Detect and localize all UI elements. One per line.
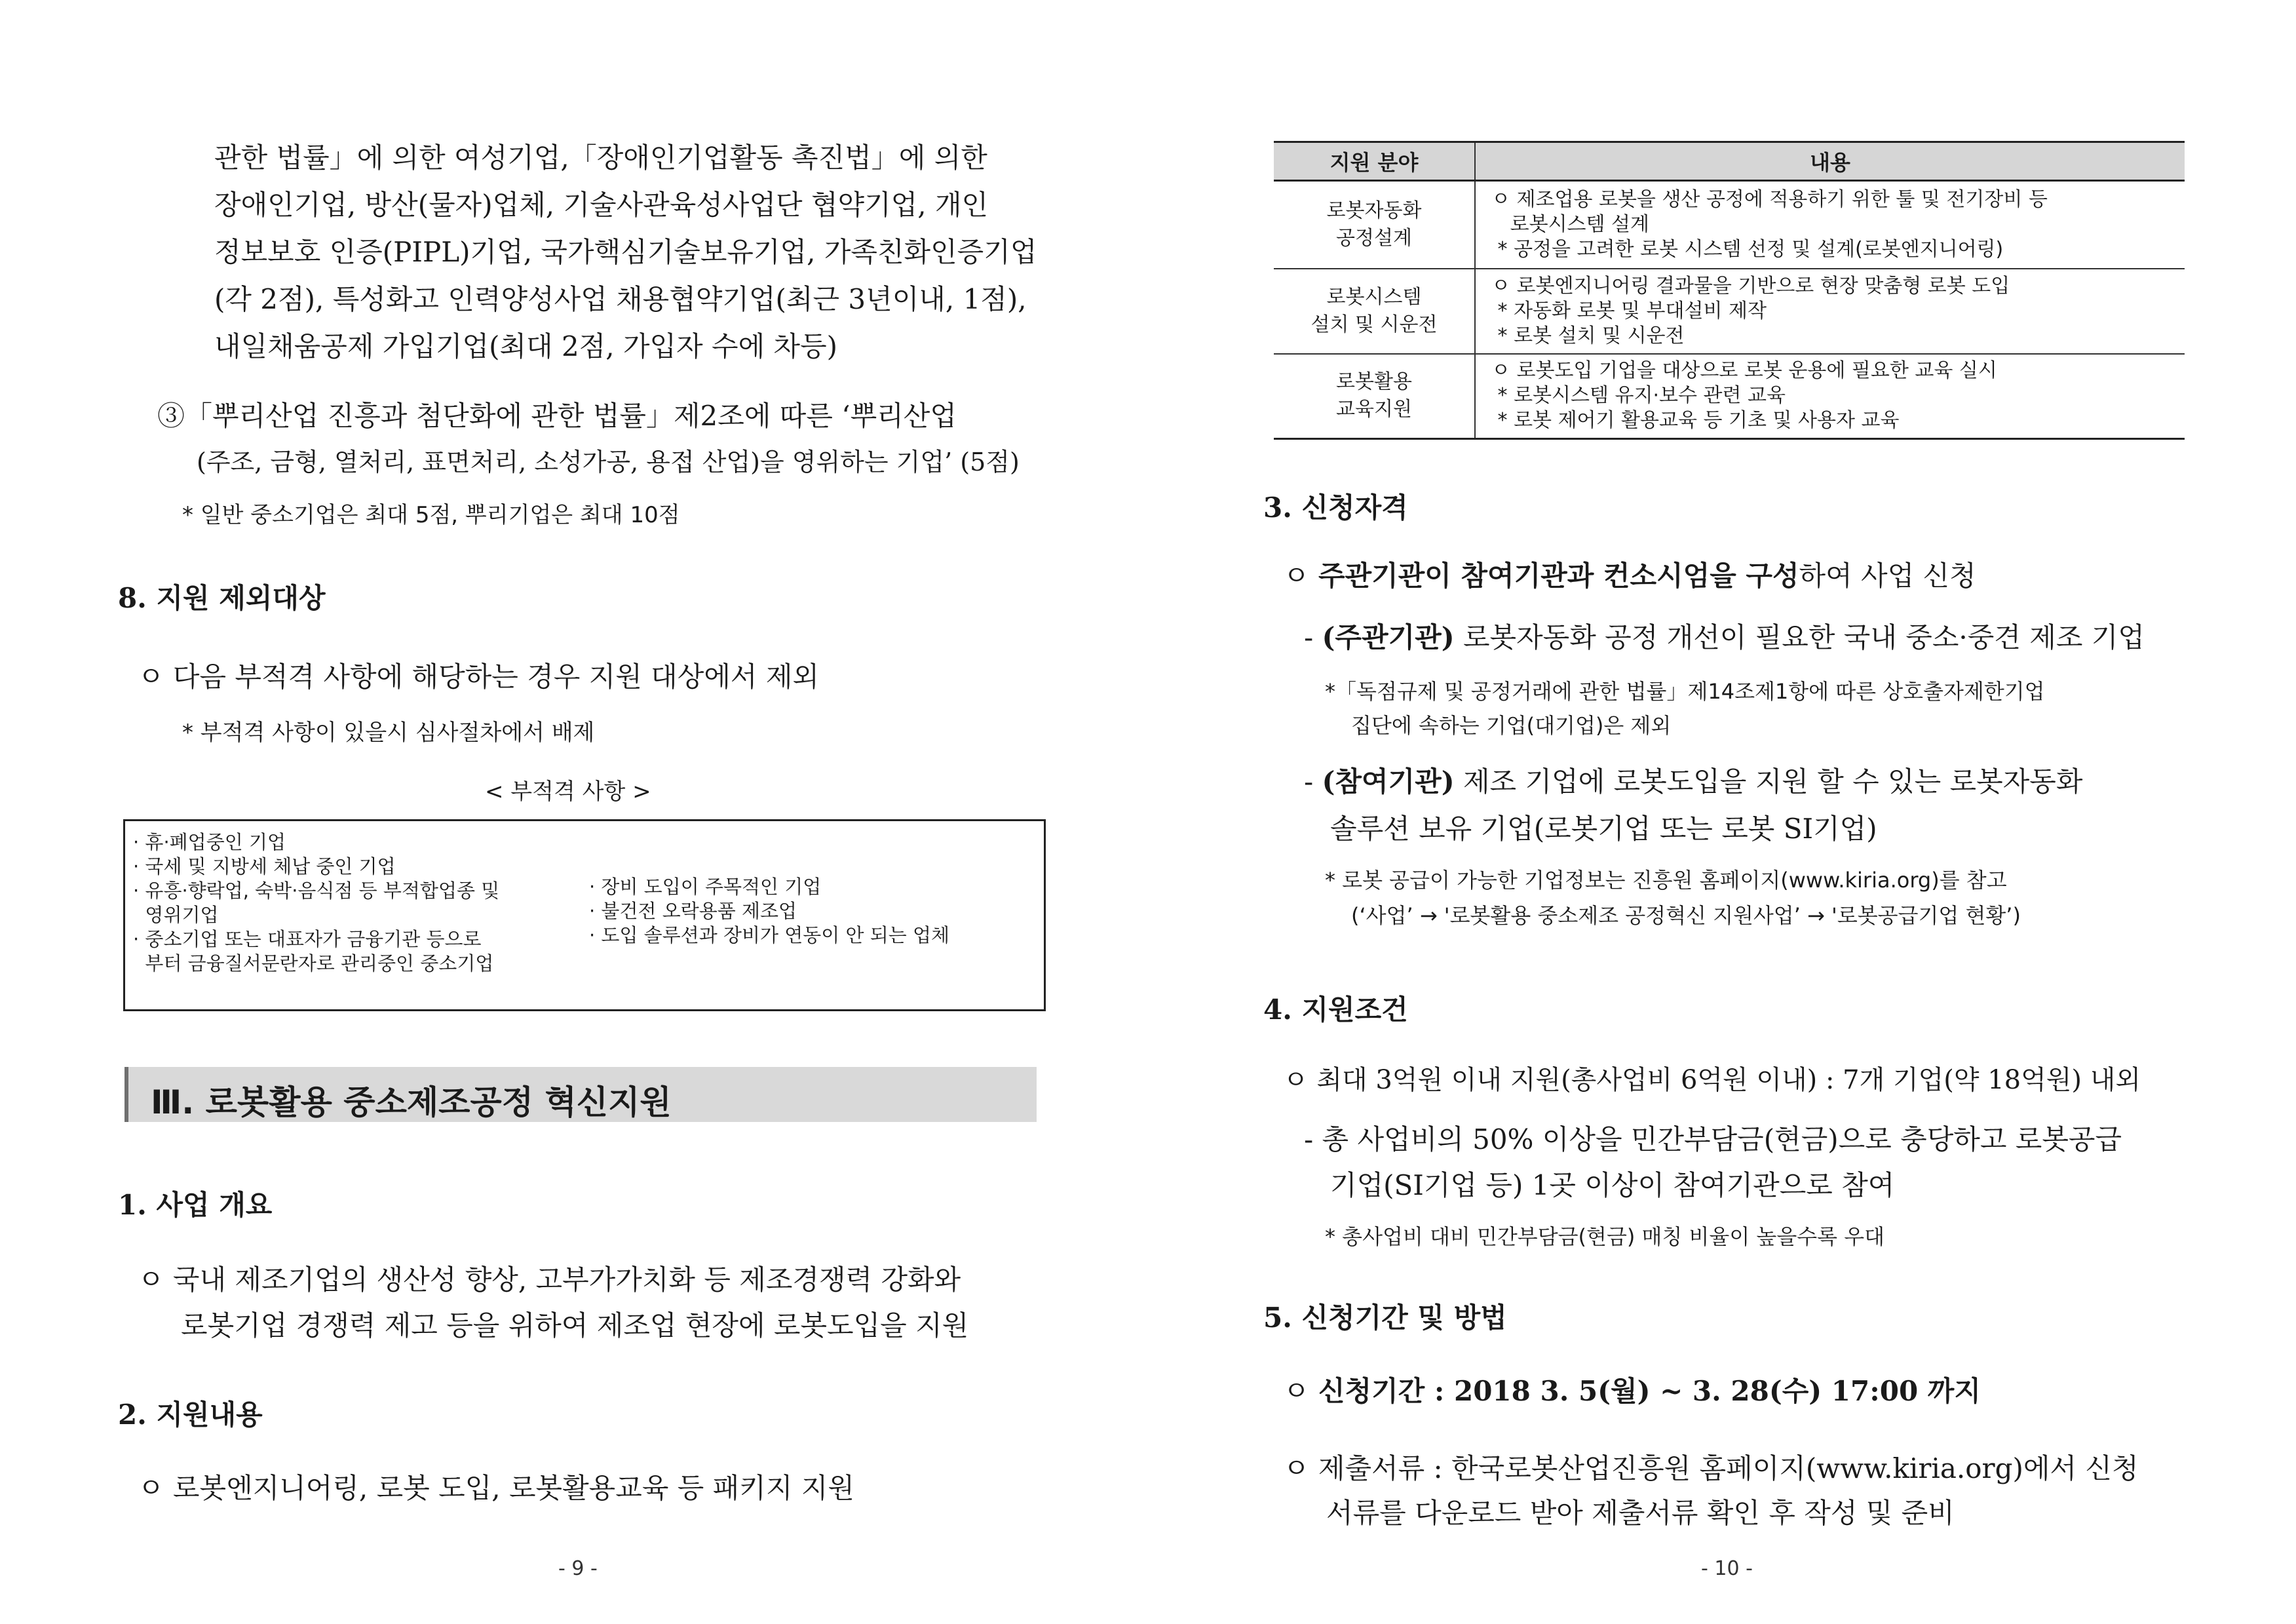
lead-institution-text: 로봇자동화 공정 개선이 필요한 국내 중소·중견 제조 기업 <box>1454 621 2145 653</box>
field-line: 교육지원 <box>1336 398 1412 421</box>
table-cell-field <box>1274 181 1475 269</box>
page-number: - 10 - <box>1701 1557 1753 1580</box>
participant-line: - (참여기관) 제조 기업에 로봇도입을 지원 할 수 있는 로봇자동화 <box>1304 765 2083 798</box>
eligibility-bullet: ㅇ 주관기관이 참여기관과 컨소시엄을 구성하여 사업 신청 <box>1283 560 1976 592</box>
lead-institution-label: (주관기관) <box>1322 621 1455 653</box>
section-4-title: 4. 지원조건 <box>1263 994 1408 1026</box>
subsection-1-line: ㅇ 국내 제조기업의 생산성 향상, 고부가가치화 등 제조경쟁력 강화와 <box>138 1264 961 1296</box>
table-row <box>1274 269 2185 354</box>
table-cell-field <box>1274 269 1475 354</box>
ineligibility-item: · 휴·폐업중인 기업 <box>133 831 286 853</box>
subsection-2-bullet: ㅇ 로봇엔지니어링, 로봇 도입, 로봇활용교육 등 패키지 지원 <box>138 1472 854 1504</box>
table-header-row <box>1274 142 2185 181</box>
table-row <box>1274 354 2185 439</box>
table-header-content: 내용 <box>1475 142 2185 181</box>
continuation-line: 장애인기업, 방산(물자)업체, 기술사관육성사업단 협약기업, 개인 <box>214 189 989 221</box>
content-line: ㅇ 제조업용 로봇을 생산 공정에 적용하기 위한 툴 및 전기장비 등 <box>1491 187 2048 211</box>
ineligibility-box <box>123 819 1046 1011</box>
field-line: 로봇시스템 <box>1326 285 1422 309</box>
ineligibility-item: · 국세 및 지방세 체납 중인 기업 <box>133 855 396 878</box>
content-line: 로봇시스템 설계 <box>1491 212 1650 236</box>
table-row <box>1274 181 2185 269</box>
support-condition-bullet: ㅇ 최대 3억원 이내 지원(총사업비 6억원 이내) : 7개 기업(약 18억원) 내외 <box>1283 1065 2141 1095</box>
support-condition-sub: - 총 사업비의 50% 이상을 민간부담금(현금)으로 충당하고 로봇공급 <box>1304 1123 2122 1155</box>
participant-line-cont: 솔루션 보유 기업(로봇기업 또는 로봇 SI기업) <box>1330 813 1877 845</box>
ineligibility-item: · 유흥·향락업, 숙박·음식점 등 부적합업종 및 <box>133 880 500 902</box>
ineligibility-left-list <box>133 830 499 976</box>
lead-institution-line: - (주관기관) 로봇자동화 공정 개선이 필요한 국내 중소·중견 제조 기업 <box>1304 621 2145 653</box>
table-cell-content <box>1475 181 2185 269</box>
support-content-table <box>1274 141 2185 440</box>
subsection-1-line: 로봇기업 경쟁력 제고 등을 위하여 제조업 현장에 로봇도입을 지원 <box>181 1309 969 1342</box>
item3-note: * 일반 중소기업은 최대 5점, 뿌리기업은 최대 10점 <box>182 502 680 528</box>
application-documents-cont: 서류를 다운로드 받아 제출서류 확인 후 작성 및 준비 <box>1326 1497 1955 1529</box>
continuation-line: (각 2점), 특성화고 인력양성사업 채용협약기업(최근 3년이내, 1점), <box>214 283 1027 315</box>
table-cell-content <box>1475 354 2185 439</box>
item3-text: ③「뿌리산업 진흥과 첨단화에 관한 법률」제2조에 따른 ‘뿌리산업 <box>157 400 957 432</box>
ineligibility-item: · 중소기업 또는 대표자가 금융기관 등으로 <box>133 928 482 950</box>
ineligibility-item: · 도입 솔루션과 장비가 연동이 안 되는 업체 <box>589 924 949 946</box>
application-period-text: 신청기간 : 2018 3. 5(월) ~ 3. 28(수) 17:00 까지 <box>1318 1375 1981 1407</box>
table-cell-content <box>1475 269 2185 354</box>
field-line: 로봇활용 <box>1336 370 1412 394</box>
subsection-1-title: 1. 사업 개요 <box>118 1189 273 1221</box>
section-8-bullet: ㅇ 다음 부적격 사항에 해당하는 경우 지원 대상에서 제외 <box>138 661 819 693</box>
item3-text-cont: (주조, 금형, 열처리, 표면처리, 소성가공, 용접 산업)을 영위하는 기업’ (5점) <box>197 448 1020 476</box>
ineligibility-right-list <box>589 875 949 948</box>
ineligibility-item: 영위기업 <box>133 904 219 926</box>
section-3-eligibility-title: 3. 신청자격 <box>1263 492 1408 524</box>
participant-text: 제조 기업에 로봇도입을 지원 할 수 있는 로봇자동화 <box>1454 765 2083 798</box>
participant-label: (참여기관) <box>1322 765 1455 798</box>
participant-note: (‘사업’ → '로봇활용 중소제조 공정혁신 지원사업’ → '로봇공급기업 현황’) <box>1351 903 2021 928</box>
ineligibility-caption: < 부적격 사항 > <box>485 779 651 805</box>
continuation-line: 관한 법률」에 의한 여성기업,「장애인기업활동 촉진법」에 의한 <box>214 142 987 174</box>
subsection-2-title: 2. 지원내용 <box>118 1399 263 1431</box>
ineligibility-item: · 장비 도입이 주목적인 기업 <box>589 876 822 898</box>
lead-institution-note: *「독점규제 및 공정거래에 관한 법률」제14조제1항에 따른 상호출자제한기업 <box>1325 679 2045 704</box>
field-line: 공정설계 <box>1336 226 1412 250</box>
ineligibility-item: · 불건전 오락용품 제조업 <box>589 900 797 922</box>
eligibility-bullet-rest: 하여 사업 신청 <box>1799 560 1976 592</box>
section-3-title: Ⅲ. 로봇활용 중소제조공정 혁신지원 <box>151 1083 672 1121</box>
content-line: ㅇ 로봇엔지니어링 결과물을 기반으로 현장 맞춤형 로봇 도입 <box>1491 274 2010 298</box>
field-line: 설치 및 시운전 <box>1311 313 1438 336</box>
application-period: ㅇ 신청기간 : 2018 3. 5(월) ~ 3. 28(수) 17:00 까지 <box>1283 1375 1981 1407</box>
support-condition-note: * 총사업비 대비 민간부담금(현금) 매칭 비율이 높을수록 우대 <box>1325 1224 1885 1249</box>
content-line: * 로봇 설치 및 시운전 <box>1491 324 1685 347</box>
table-cell-field <box>1274 354 1475 439</box>
content-line: ㅇ 로봇도입 기업을 대상으로 로봇 운용에 필요한 교육 실시 <box>1491 359 1997 383</box>
participant-note: * 로봇 공급이 가능한 기업정보는 진흥원 홈페이지(www.kiria.org)를 참고 <box>1325 868 2007 893</box>
content-line: * 자동화 로봇 및 부대설비 제작 <box>1491 299 1767 322</box>
continuation-line: 내일채움공제 가입기업(최대 2점, 가입자 수에 차등) <box>214 330 838 362</box>
section-8-note: * 부적격 사항이 있을시 심사절차에서 배제 <box>182 720 595 746</box>
section-3-banner <box>124 1067 1037 1122</box>
ineligibility-item: 부터 금융질서문란자로 관리중인 중소기업 <box>133 952 494 975</box>
support-condition-sub: 기업(SI기업 등) 1곳 이상이 참여기관으로 참여 <box>1330 1169 1895 1201</box>
content-line: * 로봇 제어기 활용교육 등 기초 및 사용자 교육 <box>1491 409 1900 433</box>
section-5-title: 5. 신청기간 및 방법 <box>1263 1302 1507 1334</box>
content-line: * 공정을 고려한 로봇 시스템 선정 및 설계(로봇엔지니어링) <box>1491 237 2004 261</box>
continuation-line: 정보보호 인증(PIPL)기업, 국가핵심기술보유기업, 가족친화인증기업 <box>214 236 1037 268</box>
page-number: - 9 - <box>558 1557 598 1580</box>
field-line: 로봇자동화 <box>1326 199 1422 222</box>
application-documents: ㅇ 제출서류 : 한국로봇산업진흥원 홈페이지(www.kiria.org)에서 신청 <box>1283 1452 2139 1484</box>
section-8-title: 8. 지원 제외대상 <box>118 582 326 614</box>
table-header-field: 지원 분야 <box>1274 142 1475 181</box>
lead-institution-note: 집단에 속하는 기업(대기업)은 제외 <box>1351 713 1672 738</box>
content-line: * 로봇시스템 유지·보수 관련 교육 <box>1491 384 1786 408</box>
eligibility-bullet-bold: 주관기관이 참여기관과 컨소시엄을 구성 <box>1318 560 1799 592</box>
